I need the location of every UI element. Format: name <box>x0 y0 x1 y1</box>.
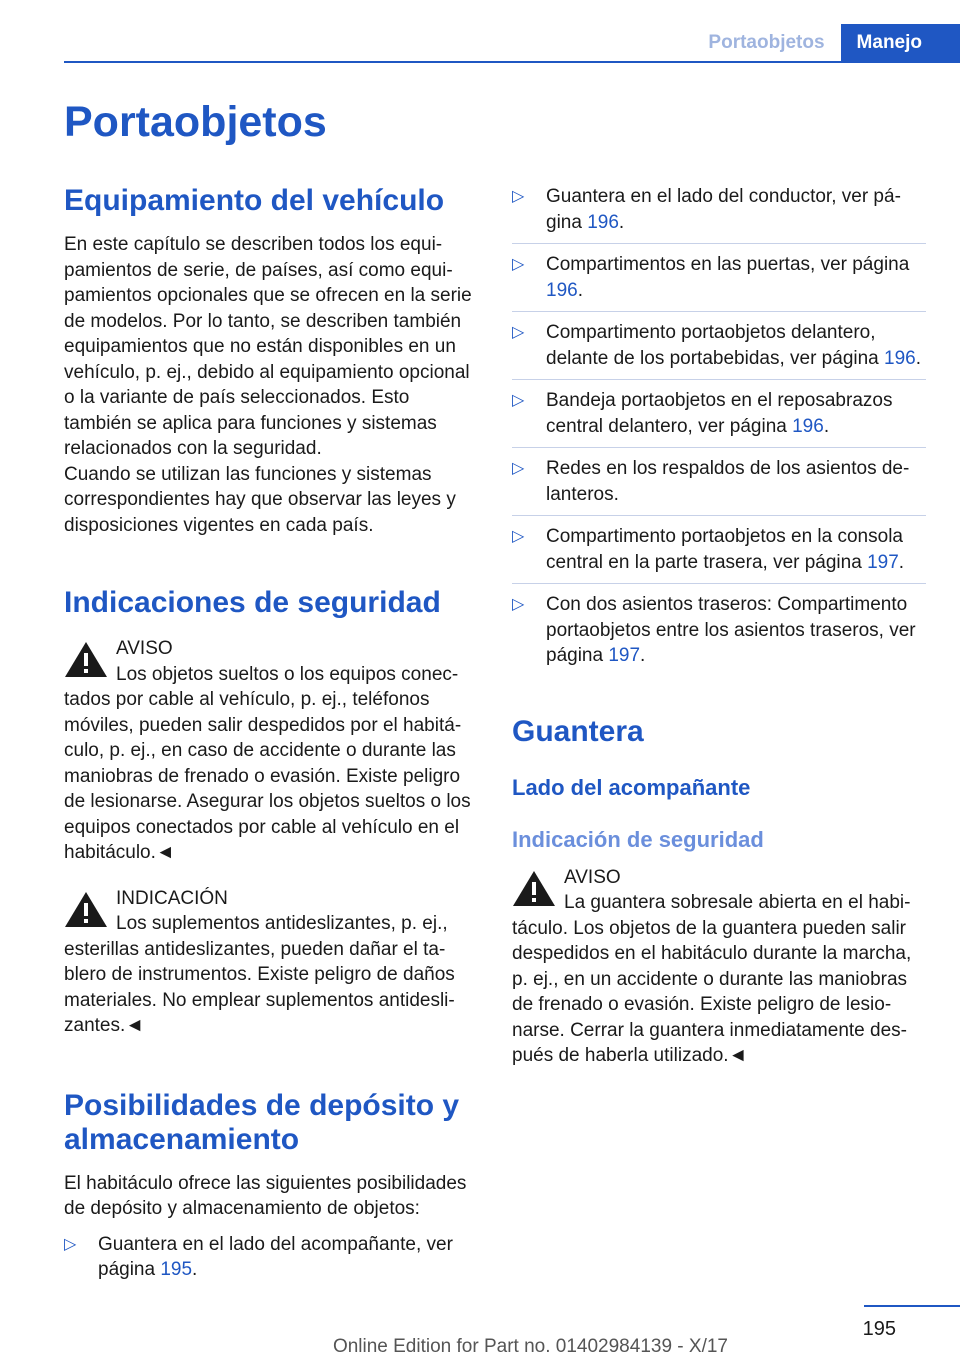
tab-manejo[interactable]: Manejo <box>841 24 960 62</box>
list-item-end: . <box>192 1259 198 1280</box>
warning-icon <box>512 869 556 907</box>
list-item-text: Con dos asientos traseros: Compartimento portaobjetos entre los asientos traseros, ver página <box>546 594 916 666</box>
footer-edition: Online Edition for Part no. 01402984139 - X/17 <box>332 1336 728 1357</box>
bullet-triangle-icon: ▷ <box>512 188 525 205</box>
heading-equipamiento: Equipamiento del vehículo <box>64 184 445 217</box>
page-title: Portaobjetos <box>64 98 327 146</box>
header-rule <box>64 61 960 63</box>
list-item <box>512 320 926 380</box>
heading-posibilidades: Posibilidades de depósito y almacenamiento <box>64 1088 460 1156</box>
list-item-text: Redes en los respaldos de los asientos delanteros. <box>546 458 910 505</box>
warning-text: Los objetos sueltos o los equipos conectados por cable al vehículo, p. ej., teléfonos móviles, pueden salir despedidos por el habitáculo, p. ej., en caso de accidente o durante las maniobras de frenado o evasión. Existe peligro de lesionarse. Asegurar los objetos sueltos o los equipos conectados por cable al vehículo en el habitáculo.◄ <box>64 663 471 863</box>
page-link[interactable]: 196 <box>546 279 578 301</box>
page-link[interactable]: 196 <box>792 415 824 437</box>
warning-icon <box>64 640 108 678</box>
bullet-triangle-icon: ▷ <box>512 392 525 409</box>
bullet-triangle-icon: ▷ <box>512 460 525 477</box>
paragraph-posibilidades: El habitáculo ofrece las siguientes posibilidades de depósito y almacenamiento de objetos: <box>64 1172 467 1219</box>
page-link[interactable]: 196 <box>884 347 916 369</box>
warning-aviso <box>64 636 478 866</box>
bullet-triangle-icon: ▷ <box>512 324 525 341</box>
list-item <box>512 524 926 584</box>
paragraph-equipamiento-1: En este capítulo se describen todos los equipamientos de serie, de países, así como equipamientos opcionales que se ofrecen en la serie de modelos. Por lo tanto, se describen también equipamientos que no están disponibles en un vehículo, p. ej., debido al equipamiento opcional o la variante de país seleccionados. Esto también se aplica para funciones y sistemas relacionados con la seguridad. <box>64 234 472 459</box>
warning-label: INDICACIÓN <box>116 887 228 909</box>
list-item-text: Compartimentos en las puertas, ver página <box>546 254 910 275</box>
warning-label: AVISO <box>564 866 621 888</box>
bullet-triangle-icon: ▷ <box>512 528 525 545</box>
left-column <box>64 180 478 1299</box>
list-item-end: . <box>618 211 625 233</box>
storage-list-continued <box>512 184 926 677</box>
list-item-text: Bandeja portaobjetos en el reposabrazos central delantero, ver página <box>546 390 893 437</box>
warning-icon <box>64 890 108 928</box>
list-item-end: . <box>823 415 830 437</box>
bullet-triangle-icon: ▷ <box>512 596 525 613</box>
list-item-end: . <box>640 645 646 666</box>
page-number: 195 <box>862 1318 896 1340</box>
heading-guantera: Guantera <box>512 714 644 748</box>
warning-text: Los suplementos antideslizantes, p. ej., esterillas antideslizantes, pueden dañar el tablero de instrumentos. Existe peligro de daños materiales. No emplear suplementos antideslizantes.◄ <box>64 913 455 1036</box>
footer-rule <box>864 1305 960 1307</box>
warning-indicacion <box>64 886 478 1039</box>
warning-body <box>64 911 478 1039</box>
warning-body <box>512 890 926 1069</box>
page-link[interactable]: 197 <box>867 551 899 573</box>
list-item <box>512 184 926 244</box>
list-item-end: . <box>898 551 905 573</box>
list-item-text: Guantera en el lado del conductor, ver página <box>546 186 901 233</box>
list-item <box>512 252 926 312</box>
warning-body <box>64 662 478 866</box>
list-item <box>512 456 926 516</box>
list-item-text: Compartimento portaobjetos delantero, delante de los portabebidas, ver página <box>546 322 885 369</box>
list-item-end: . <box>915 347 922 369</box>
heading-lado-acompanante: Lado del acompañante <box>512 774 751 800</box>
list-item <box>64 1232 478 1291</box>
warning-guantera <box>512 865 926 1069</box>
right-column <box>512 184 926 1069</box>
page-link[interactable]: 195 <box>160 1259 193 1280</box>
bullet-triangle-icon: ▷ <box>512 256 525 273</box>
warning-text: La guantera sobresale abierta en el habitáculo. Los objetos de la guantera pueden salir despedidos en el habitáculo durante la marcha, p. ej., en un accidente o durante las maniobras de frenado o evasión. Existe peligro de lesionarse. Cerrar la guantera inmediatamente después de haberla utilizado.◄ <box>512 892 912 1066</box>
storage-list <box>64 1232 478 1291</box>
heading-indicacion-seguridad: Indicación de seguridad <box>512 826 764 852</box>
bullet-triangle-icon: ▷ <box>64 1235 77 1253</box>
list-item <box>512 388 926 448</box>
list-item-text: Compartimento portaobjetos en la consola central en la parte trasera, ver página <box>546 526 903 573</box>
list-item-end: . <box>577 279 583 301</box>
paragraph-equipamiento-2: Cuando se utilizan las funciones y sistemas correspondientes hay que observar las leyes y disposiciones vigentes en cada país. <box>64 463 456 536</box>
page-link[interactable]: 197 <box>608 645 641 666</box>
page-link[interactable]: 196 <box>587 211 619 233</box>
list-item-text: Guantera en el lado del acompañante, ver página <box>98 1233 453 1280</box>
heading-seguridad: Indicaciones de seguridad <box>64 586 441 619</box>
warning-label: AVISO <box>116 638 173 659</box>
tab-portaobjetos[interactable]: Portaobjetos <box>708 32 825 53</box>
header-tabs <box>692 24 960 62</box>
list-item <box>512 592 926 677</box>
